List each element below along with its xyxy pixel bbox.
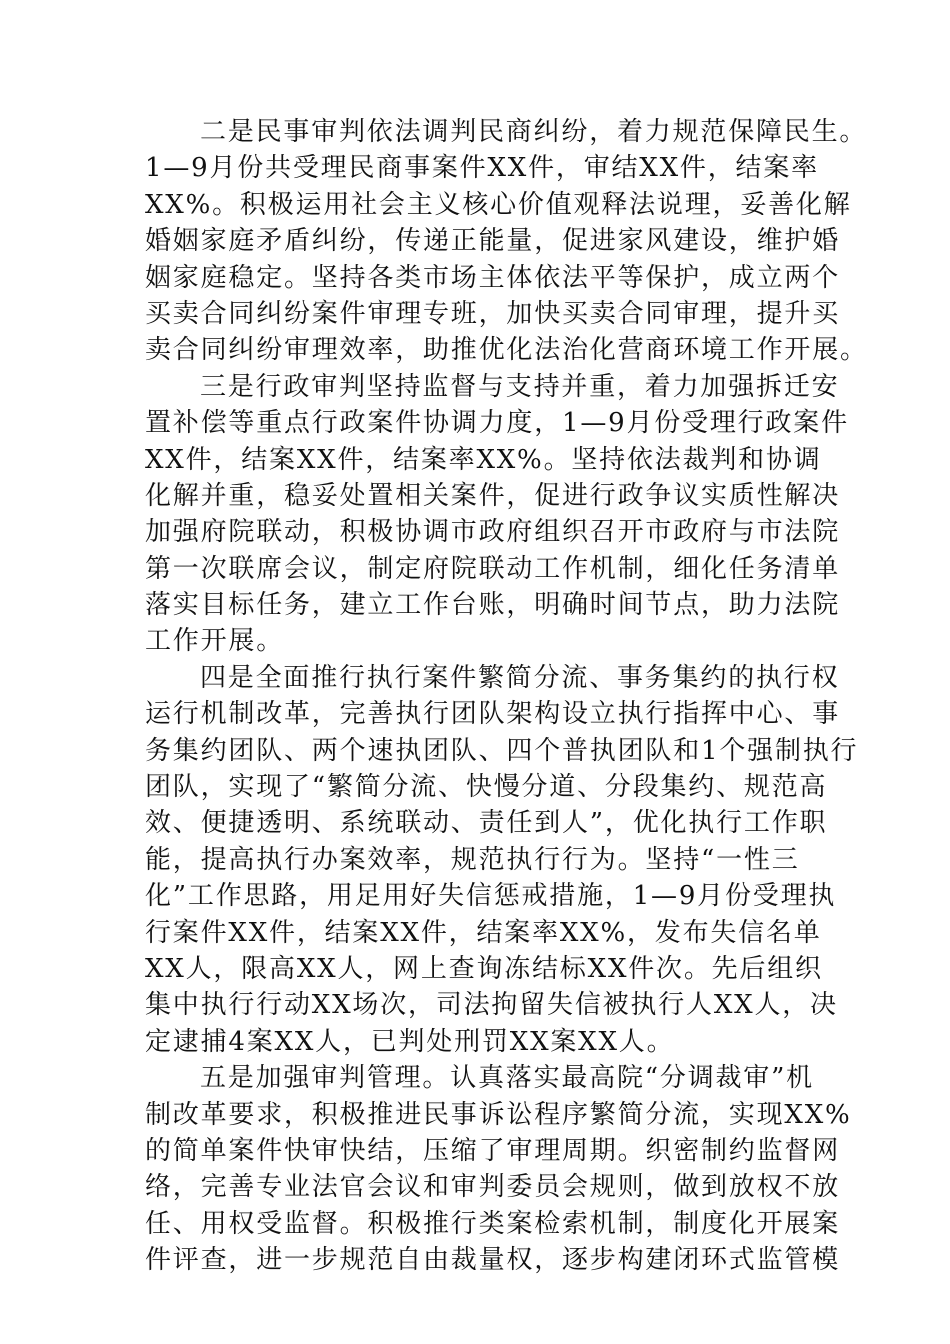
- paragraph-3-line-5: 加强府院联动，积极协调市政府组织召开市政府与市法院: [145, 517, 841, 548]
- document-body: [145, 114, 868, 1279]
- paragraph-4-line-5: 效、便捷透明、系统联动、责任到人”，优化执行工作职: [145, 808, 828, 839]
- paragraph-3-line-6: 第一次联席会议，制定府院联动工作机制，细化任务清单: [145, 553, 841, 584]
- paragraph-5-line-4: 络，完善专业法官会议和审判委员会规则，做到放权不放: [145, 1172, 841, 1203]
- paragraph-4-line-7: 化”工作思路，用足用好失信惩戒措施，1—9月份受理执: [145, 881, 837, 912]
- paragraph-2-line-2: 1—9月份共受理民商事案件XX件，审结XX件，结案率: [145, 153, 819, 184]
- paragraph-4-line-6: 能，提高执行办案效率，规范执行行为。坚持“一性三: [145, 844, 800, 875]
- paragraph-2-line-4: 婚姻家庭矛盾纠纷，传递正能量，促进家风建设，维护婚: [145, 226, 841, 257]
- paragraph-4-line-9: XX人，限高XX人，网上查询冻结标XX件次。先后组织: [145, 953, 823, 984]
- paragraph-4-line-11: 定逮捕4案XX人，已判处刑罚XX案XX人。: [145, 1026, 675, 1057]
- paragraph-3-line-4: 化解并重，稳妥处置相关案件，促进行政争议实质性解决: [145, 480, 841, 511]
- paragraph-5-line-6: 件评查，进一步规范自由裁量权，逐步构建闭环式监管模: [145, 1245, 841, 1276]
- paragraph-4-line-4: 团队，实现了“繁简分流、快慢分道、分段集约、规范高: [145, 772, 828, 803]
- paragraph-2-line-1: 二是民事审判依法调判民商纠纷，着力规范保障民生。: [200, 117, 868, 147]
- paragraph-4-line-2: 运行机制改革，完善执行团队架构设立执行指挥中心、事: [145, 699, 841, 730]
- paragraph-3-line-8: 工作开展。: [145, 626, 285, 657]
- paragraph-3-line-2: 置补偿等重点行政案件协调力度，1—9月份受理行政案件: [145, 408, 849, 439]
- paragraph-4-line-8: 行案件XX件，结案XX件，结案率XX%，发布失信名单: [145, 917, 822, 948]
- paragraph-4-line-10: 集中执行行动XX场次，司法拘留失信被执行人XX人，决: [145, 990, 838, 1021]
- paragraph-5-line-5: 任、用权受监督。积极推行类案检索机制，制度化开展案: [145, 1208, 841, 1239]
- paragraph-2-line-6: 买卖合同纠纷案件审理专班，加快买卖合同审理，提升买: [145, 298, 841, 329]
- paragraph-4-line-3: 务集约团队、两个速执团队、四个普执团队和1个强制执行: [145, 735, 859, 766]
- paragraph-5-line-1: 五是加强审判管理。认真落实最高院“分调裁审”机: [200, 1063, 814, 1094]
- paragraph-3-line-1: 三是行政审判坚持监督与支持并重，着力加强拆迁安: [200, 371, 840, 402]
- paragraph-4-line-1: 四是全面推行执行案件繁简分流、事务集约的执行权: [200, 662, 840, 693]
- paragraph-2-line-5: 姻家庭稳定。坚持各类市场主体依法平等保护，成立两个: [145, 262, 841, 293]
- paragraph-3-line-3: XX件，结案XX件，结案率XX%。坚持依法裁判和协调: [145, 444, 822, 475]
- paragraph-2-line-3: XX%。积极运用社会主义核心价值观释法说理，妥善化解: [145, 189, 852, 220]
- paragraph-5-line-3: 的简单案件快审快结，压缩了审理周期。织密制约监督网: [145, 1135, 841, 1166]
- paragraph-3-line-7: 落实目标任务，建立工作台账，明确时间节点，助力法院: [145, 590, 841, 621]
- paragraph-5-line-2: 制改革要求，积极推进民事诉讼程序繁简分流，实现XX%: [145, 1099, 852, 1130]
- paragraph-2-line-7: 卖合同纠纷审理效率，助推优化法治化营商环境工作开展。: [145, 335, 868, 366]
